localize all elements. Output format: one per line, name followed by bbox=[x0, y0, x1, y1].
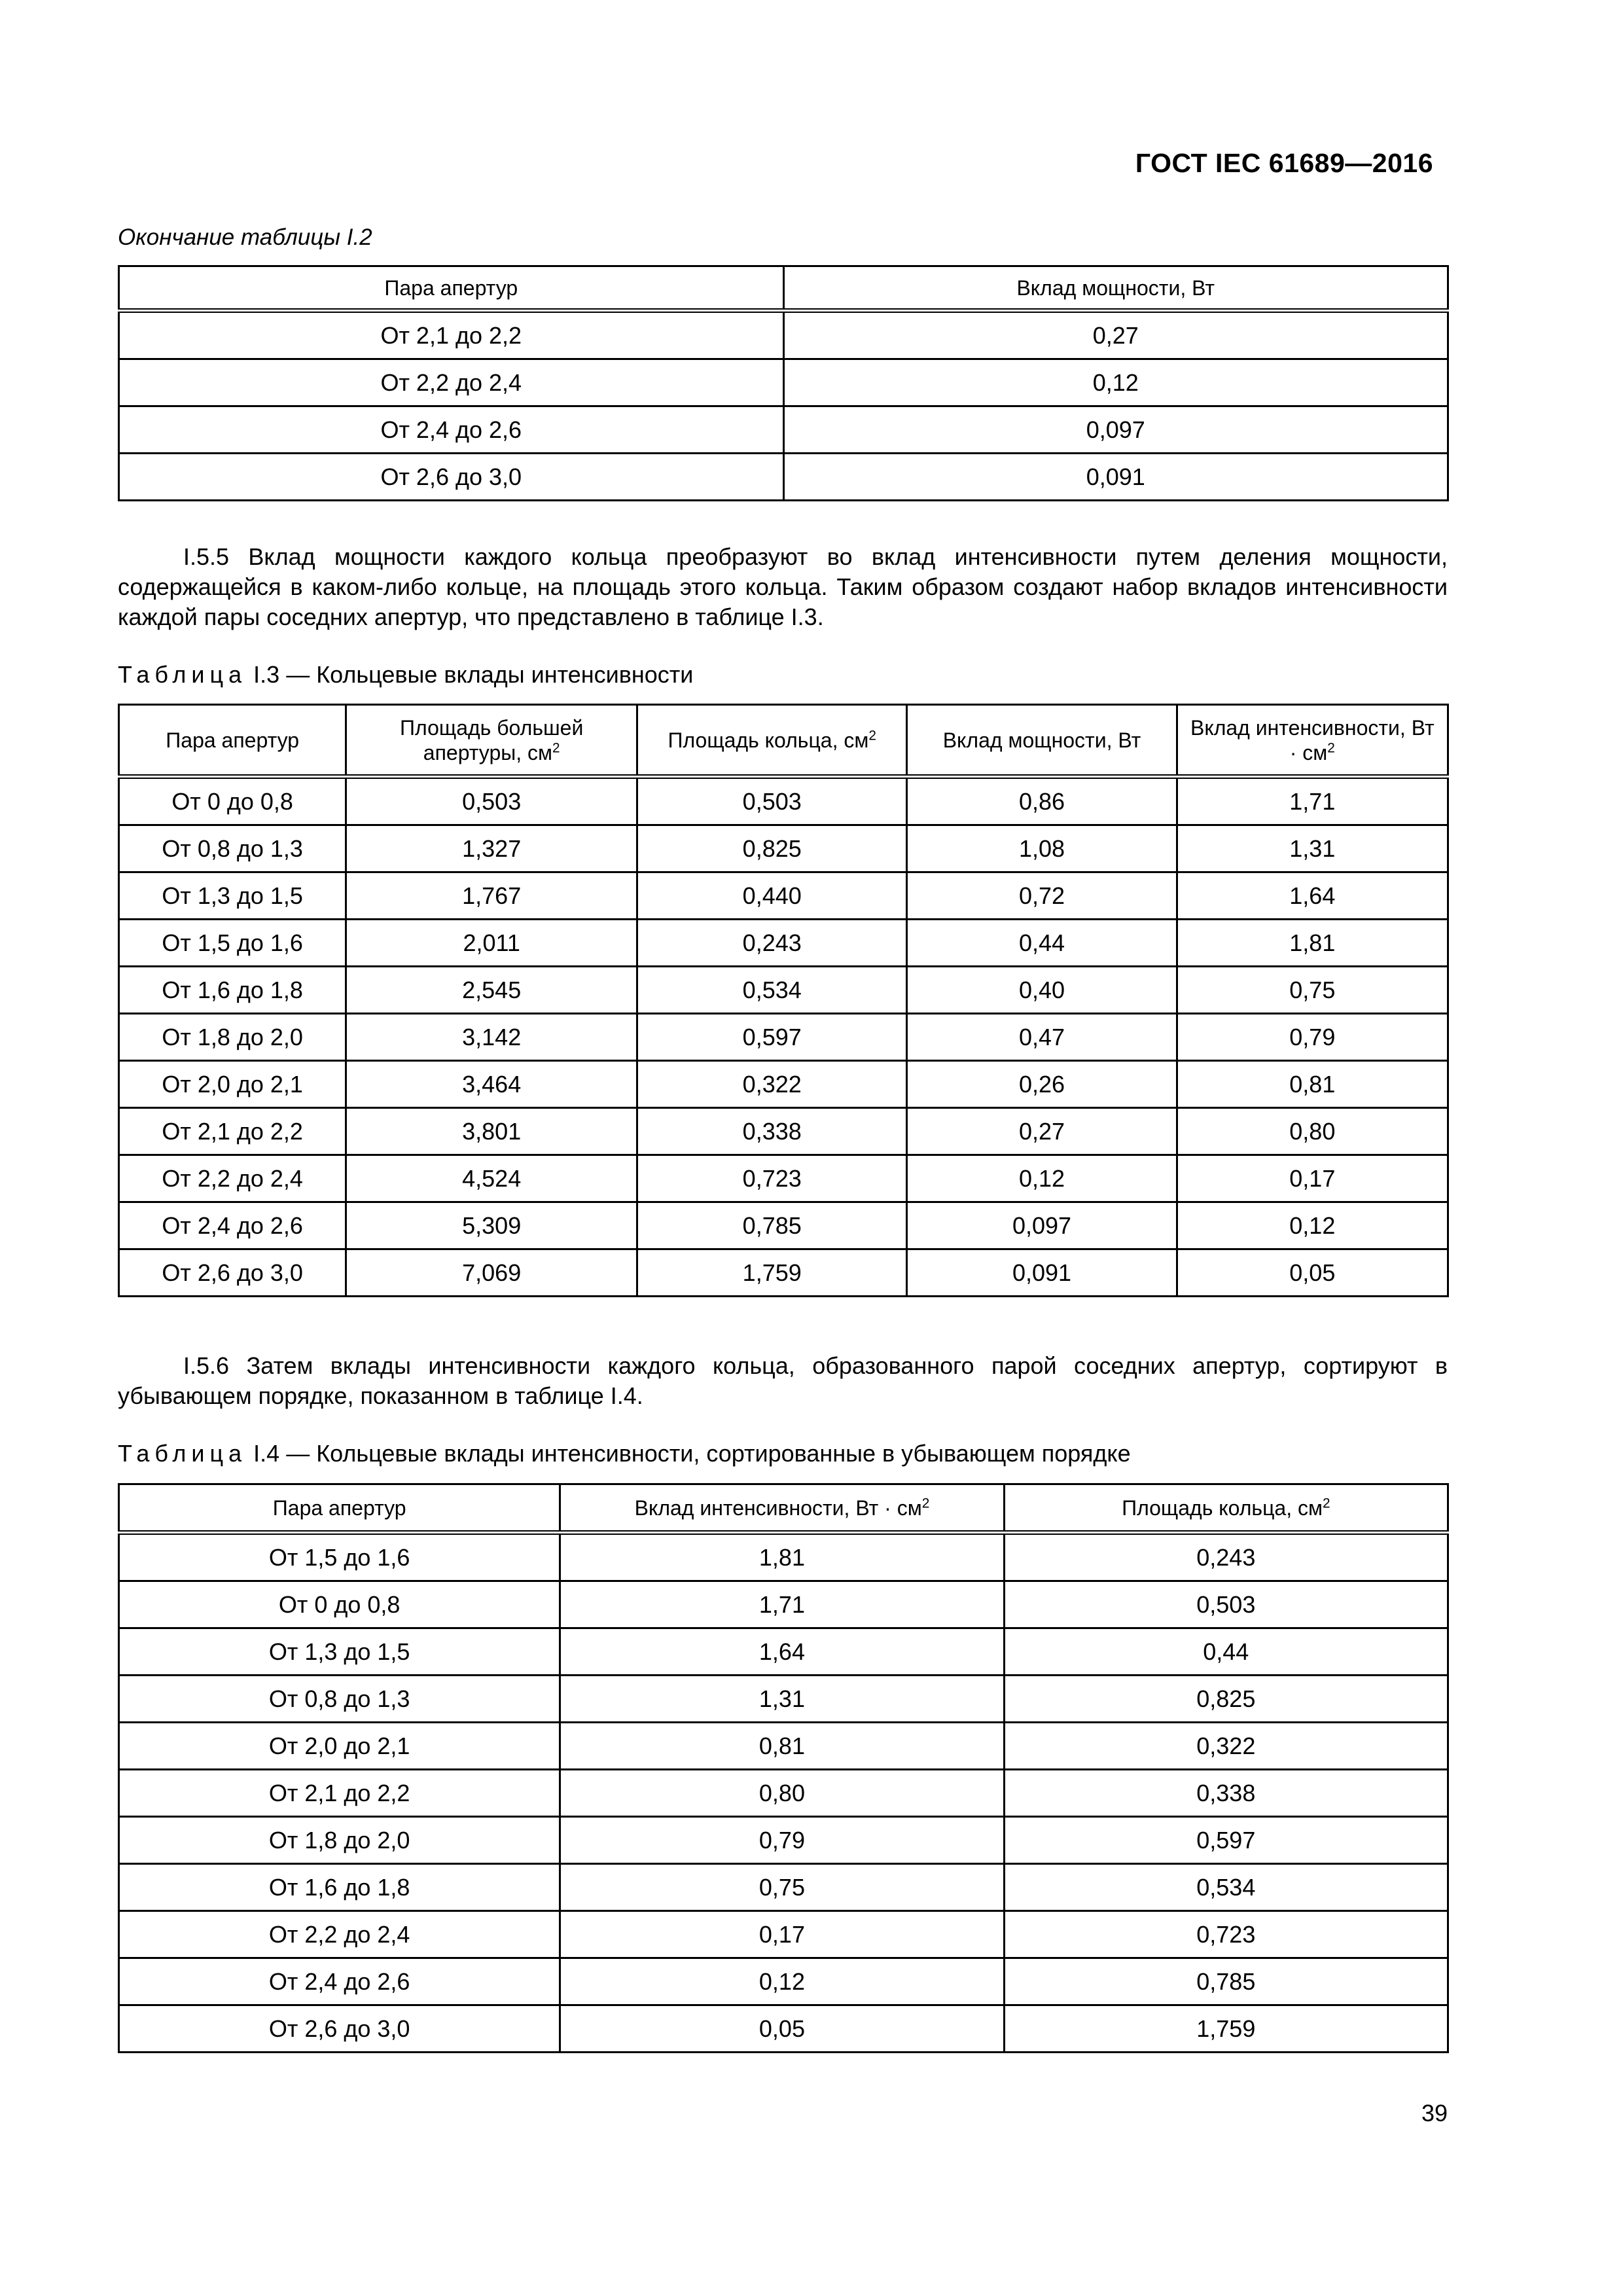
table-cell: 0,40 bbox=[907, 967, 1177, 1014]
table-cell: 1,08 bbox=[907, 825, 1177, 872]
table-row bbox=[119, 1958, 1448, 2005]
table-cell: От 2,2 до 2,4 bbox=[119, 1155, 346, 1202]
table-row bbox=[119, 777, 1448, 825]
paragraph-i-5-6 bbox=[118, 1351, 1448, 1411]
table-cell: От 2,2 до 2,4 bbox=[119, 359, 784, 406]
table-cell: 0,534 bbox=[637, 967, 907, 1014]
table-cell: 0,322 bbox=[1004, 1723, 1448, 1770]
table-cell: От 2,6 до 3,0 bbox=[119, 454, 784, 501]
table-cell: От 2,2 до 2,4 bbox=[119, 1911, 560, 1958]
column-header bbox=[346, 705, 637, 777]
table-cell: 0,440 bbox=[637, 872, 907, 920]
table-cell: 0,17 bbox=[560, 1911, 1004, 1958]
table-cell: 0,05 bbox=[560, 2005, 1004, 2053]
column-header-text: Пара апертур bbox=[166, 728, 300, 752]
table-cell: От 2,1 до 2,2 bbox=[119, 1108, 346, 1155]
table-cell: 3,142 bbox=[346, 1014, 637, 1061]
unit-superscript: 2 bbox=[868, 727, 876, 743]
paragraph-i-5-6-text: I.5.6 Затем вклады интенсивности каждого кольца, образованного парой соседних апертур, сортируют в убывающем порядке, показанном в таблице I.4. bbox=[118, 1352, 1448, 1409]
table-cell: От 2,0 до 2,1 bbox=[119, 1723, 560, 1770]
table-row bbox=[119, 311, 1448, 359]
table-row bbox=[119, 454, 1448, 501]
table-row bbox=[119, 967, 1448, 1014]
table-row bbox=[119, 1014, 1448, 1061]
table-cell: 0,86 bbox=[907, 777, 1177, 825]
table-cell: 0,12 bbox=[907, 1155, 1177, 1202]
table-i4 bbox=[118, 1483, 1449, 2053]
table-cell: От 2,6 до 3,0 bbox=[119, 1249, 346, 1297]
table-cell: 0,27 bbox=[907, 1108, 1177, 1155]
table-cell: 0,825 bbox=[637, 825, 907, 872]
table-header-row bbox=[119, 266, 1448, 311]
table-row bbox=[119, 1061, 1448, 1108]
table-i4-label: Таблица bbox=[118, 1440, 247, 1467]
unit-superscript: 2 bbox=[921, 1495, 930, 1511]
table-row bbox=[119, 1676, 1448, 1723]
table-cell: 0,27 bbox=[783, 311, 1448, 359]
column-header-text: Пара апертур bbox=[272, 1496, 406, 1520]
table-cell: 0,44 bbox=[1004, 1628, 1448, 1676]
column-header bbox=[119, 705, 346, 777]
table-row bbox=[119, 1817, 1448, 1864]
table-cell: От 2,1 до 2,2 bbox=[119, 311, 784, 359]
table-cell: От 1,3 до 1,5 bbox=[119, 1628, 560, 1676]
table-cell: 0,72 bbox=[907, 872, 1177, 920]
table-cell: 0,091 bbox=[907, 1249, 1177, 1297]
table-cell: 7,069 bbox=[346, 1249, 637, 1297]
column-header-text: Вклад мощности, Вт bbox=[942, 728, 1141, 752]
table-cell: 0,534 bbox=[1004, 1864, 1448, 1911]
table-cell: 0,243 bbox=[637, 920, 907, 967]
table-cell: 0,338 bbox=[637, 1108, 907, 1155]
table-cell: 2,011 bbox=[346, 920, 637, 967]
table-cell: 0,723 bbox=[1004, 1911, 1448, 1958]
table-row bbox=[119, 1864, 1448, 1911]
table-row bbox=[119, 406, 1448, 454]
table-cell: 1,767 bbox=[346, 872, 637, 920]
column-header-text: Вклад интенсивности, Вт · см bbox=[1190, 715, 1435, 764]
table-cell: 0,243 bbox=[1004, 1533, 1448, 1581]
table-cell: От 1,6 до 1,8 bbox=[119, 1864, 560, 1911]
table-cell: 0,81 bbox=[1177, 1061, 1448, 1108]
table-cell: 5,309 bbox=[346, 1202, 637, 1249]
table-cell: От 0,8 до 1,3 bbox=[119, 1676, 560, 1723]
table-row bbox=[119, 359, 1448, 406]
table-cell: 0,12 bbox=[1177, 1202, 1448, 1249]
column-header bbox=[783, 266, 1448, 311]
table-cell: 0,597 bbox=[637, 1014, 907, 1061]
table-cell: От 2,0 до 2,1 bbox=[119, 1061, 346, 1108]
column-header bbox=[119, 266, 784, 311]
table-header-row bbox=[119, 1484, 1448, 1533]
table-cell: 0,75 bbox=[1177, 967, 1448, 1014]
table-cell: 1,327 bbox=[346, 825, 637, 872]
table-row bbox=[119, 1911, 1448, 1958]
column-header bbox=[119, 1484, 560, 1533]
table-cell: 0,44 bbox=[907, 920, 1177, 967]
table-cell: От 2,4 до 2,6 bbox=[119, 1202, 346, 1249]
paragraph-i-5-5-text: I.5.5 Вклад мощности каждого кольца преобразуют во вклад интенсивности путем деления мощности, содержащейся в каком-либо кольце, на площадь этого кольца. Таким образом создают набор вкладов интенсивности каждой пары соседних апертур, что представлено в таблице I.3. bbox=[118, 543, 1448, 630]
column-header-text: Вклад интенсивности, Вт · см bbox=[634, 1496, 922, 1520]
table-cell: 1,759 bbox=[1004, 2005, 1448, 2053]
table-cell: 0,785 bbox=[637, 1202, 907, 1249]
page-header-standard: ГОСТ IEC 61689—2016 bbox=[1135, 148, 1433, 178]
table-cell: От 1,5 до 1,6 bbox=[119, 1533, 560, 1581]
table-i4-caption bbox=[118, 1440, 1131, 1467]
table-cell: 2,545 bbox=[346, 967, 637, 1014]
table-cell: От 1,3 до 1,5 bbox=[119, 872, 346, 920]
table-row bbox=[119, 1249, 1448, 1297]
table-cell: От 2,1 до 2,2 bbox=[119, 1770, 560, 1817]
column-header-text: Пара апертур bbox=[384, 276, 518, 300]
table-cell: 0,12 bbox=[560, 1958, 1004, 2005]
table-cell: 0,81 bbox=[560, 1723, 1004, 1770]
column-header bbox=[1177, 705, 1448, 777]
table-cell: 0,47 bbox=[907, 1014, 1177, 1061]
column-header-text: Площадь большей апертуры, см bbox=[400, 715, 584, 764]
table-cell: 0,80 bbox=[560, 1770, 1004, 1817]
unit-superscript: 2 bbox=[1327, 740, 1335, 755]
table-i3-label: Таблица bbox=[118, 661, 247, 688]
table-cell: 0,503 bbox=[346, 777, 637, 825]
table-row bbox=[119, 1533, 1448, 1581]
table-row bbox=[119, 872, 1448, 920]
table-cell: 0,17 bbox=[1177, 1155, 1448, 1202]
table-cell: 1,31 bbox=[560, 1676, 1004, 1723]
table-i3-title: I.3 — Кольцевые вклады интенсивности bbox=[253, 661, 694, 688]
column-header bbox=[637, 705, 907, 777]
table-row bbox=[119, 825, 1448, 872]
table-cell: От 2,6 до 3,0 bbox=[119, 2005, 560, 2053]
table-cell: 0,75 bbox=[560, 1864, 1004, 1911]
table-cell: 0,26 bbox=[907, 1061, 1177, 1108]
table-cell: 1,759 bbox=[637, 1249, 907, 1297]
table-cell: 0,322 bbox=[637, 1061, 907, 1108]
table-cell: 1,31 bbox=[1177, 825, 1448, 872]
table-row bbox=[119, 1723, 1448, 1770]
table-cell: 0,79 bbox=[1177, 1014, 1448, 1061]
table-i4-title: I.4 — Кольцевые вклады интенсивности, сортированные в убывающем порядке bbox=[253, 1440, 1131, 1467]
table-cell: 1,81 bbox=[1177, 920, 1448, 967]
table-i2 bbox=[118, 265, 1449, 501]
table-row bbox=[119, 1108, 1448, 1155]
table-cell: 0,503 bbox=[1004, 1581, 1448, 1628]
table-cell: 0,79 bbox=[560, 1817, 1004, 1864]
table-cell: 0,597 bbox=[1004, 1817, 1448, 1864]
table-cell: 0,05 bbox=[1177, 1249, 1448, 1297]
column-header-text: Площадь кольца, см bbox=[1122, 1496, 1323, 1520]
table-row bbox=[119, 1628, 1448, 1676]
table-cell: 0,338 bbox=[1004, 1770, 1448, 1817]
column-header-text: Вклад мощности, Вт bbox=[1016, 276, 1215, 300]
table-cell: От 1,8 до 2,0 bbox=[119, 1014, 346, 1061]
table-row bbox=[119, 1155, 1448, 1202]
paragraph-i-5-5 bbox=[118, 542, 1448, 632]
table-cell: От 2,4 до 2,6 bbox=[119, 406, 784, 454]
table-cell: 3,464 bbox=[346, 1061, 637, 1108]
table-cell: 0,091 bbox=[783, 454, 1448, 501]
table-cell: 1,64 bbox=[560, 1628, 1004, 1676]
table-cell: От 0,8 до 1,3 bbox=[119, 825, 346, 872]
table-cell: От 0 до 0,8 bbox=[119, 777, 346, 825]
table-i2-continuation-caption: Окончание таблицы I.2 bbox=[118, 224, 372, 250]
table-row bbox=[119, 920, 1448, 967]
column-header bbox=[560, 1484, 1004, 1533]
table-cell: 0,80 bbox=[1177, 1108, 1448, 1155]
table-cell: От 0 до 0,8 bbox=[119, 1581, 560, 1628]
table-cell: От 1,6 до 1,8 bbox=[119, 967, 346, 1014]
table-cell: 0,503 bbox=[637, 777, 907, 825]
table-cell: 4,524 bbox=[346, 1155, 637, 1202]
table-i3-caption bbox=[118, 661, 693, 689]
table-cell: От 1,5 до 1,6 bbox=[119, 920, 346, 967]
table-cell: 0,097 bbox=[907, 1202, 1177, 1249]
column-header bbox=[907, 705, 1177, 777]
table-row bbox=[119, 1770, 1448, 1817]
table-cell: 1,71 bbox=[560, 1581, 1004, 1628]
table-cell: 1,81 bbox=[560, 1533, 1004, 1581]
unit-superscript: 2 bbox=[1322, 1495, 1330, 1511]
table-header-row bbox=[119, 705, 1448, 777]
table-row bbox=[119, 1581, 1448, 1628]
table-cell: 3,801 bbox=[346, 1108, 637, 1155]
unit-superscript: 2 bbox=[552, 740, 560, 755]
table-cell: От 2,4 до 2,6 bbox=[119, 1958, 560, 2005]
table-cell: От 1,8 до 2,0 bbox=[119, 1817, 560, 1864]
table-cell: 0,785 bbox=[1004, 1958, 1448, 2005]
table-cell: 0,12 bbox=[783, 359, 1448, 406]
table-cell: 1,64 bbox=[1177, 872, 1448, 920]
column-header bbox=[1004, 1484, 1448, 1533]
table-cell: 0,097 bbox=[783, 406, 1448, 454]
column-header-text: Площадь кольца, см bbox=[668, 728, 869, 752]
table-cell: 0,723 bbox=[637, 1155, 907, 1202]
table-i3 bbox=[118, 704, 1449, 1297]
page-number: 39 bbox=[1421, 2100, 1448, 2126]
table-row bbox=[119, 1202, 1448, 1249]
table-row bbox=[119, 2005, 1448, 2053]
table-cell: 0,825 bbox=[1004, 1676, 1448, 1723]
table-cell: 1,71 bbox=[1177, 777, 1448, 825]
